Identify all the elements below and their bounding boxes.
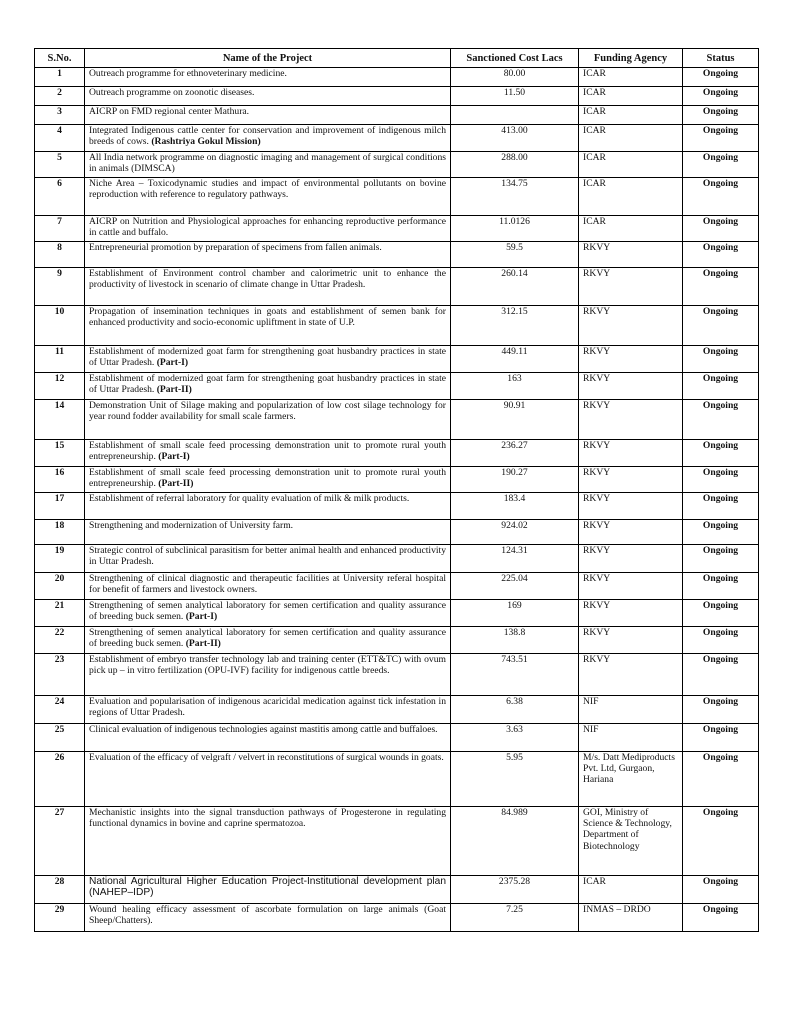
row-sno: 14 <box>35 400 85 440</box>
row-project-name <box>85 87 451 106</box>
row-project-name <box>85 573 451 600</box>
row-project-name <box>85 68 451 87</box>
row-sanctioned-cost: 413.00 <box>451 125 579 152</box>
row-sno: 22 <box>35 627 85 654</box>
row-status: Ongoing <box>683 125 759 152</box>
row-status: Ongoing <box>683 876 759 904</box>
table-row <box>35 152 759 178</box>
row-sanctioned-cost: 7.25 <box>451 904 579 932</box>
row-sno: 27 <box>35 807 85 876</box>
table-row <box>35 627 759 654</box>
project-name-text: Evaluation and popularisation of indigenous acaricidal medication against tick infestation in regions of Uttar Pradesh. <box>89 696 446 719</box>
table-row <box>35 242 759 268</box>
row-funding-agency: RKVY <box>579 306 683 346</box>
table-row <box>35 600 759 627</box>
header-project-name: Name of the Project <box>85 49 451 68</box>
row-project-name <box>85 125 451 152</box>
row-sanctioned-cost: 59.5 <box>451 242 579 268</box>
row-status: Ongoing <box>683 306 759 346</box>
row-sno: 23 <box>35 654 85 696</box>
table-row <box>35 373 759 400</box>
project-name-text: Strategic control of subclinical parasitism for better animal health and enhanced productivity in Uttar Pradesh. <box>89 545 446 568</box>
row-status: Ongoing <box>683 904 759 932</box>
row-project-name <box>85 696 451 724</box>
row-project-name <box>85 242 451 268</box>
row-status: Ongoing <box>683 373 759 400</box>
row-sno: 12 <box>35 373 85 400</box>
project-name-text: Wound healing efficacy assessment of ascorbate formulation on large animals (Goat Sheep/Chatters). <box>89 904 446 927</box>
row-sno: 4 <box>35 125 85 152</box>
row-status: Ongoing <box>683 346 759 373</box>
row-funding-agency: RKVY <box>579 573 683 600</box>
table-row <box>35 807 759 876</box>
table-row <box>35 493 759 520</box>
row-status: Ongoing <box>683 627 759 654</box>
project-name-emphasis: (Part-II) <box>185 638 221 650</box>
row-status: Ongoing <box>683 493 759 520</box>
row-status: Ongoing <box>683 400 759 440</box>
row-sanctioned-cost: 225.04 <box>451 573 579 600</box>
row-sno: 17 <box>35 493 85 520</box>
project-name-text: Establishment of embryo transfer technology lab and training center (ETT&TC) with ovum pick up – in vitro fertilization (OPU-IVF) facility for indigenous cattle breeds. <box>89 654 446 677</box>
row-funding-agency: ICAR <box>579 178 683 216</box>
projects-table <box>34 48 759 932</box>
row-project-name <box>85 724 451 752</box>
table-row <box>35 545 759 573</box>
table-row <box>35 752 759 807</box>
project-name-text: Strengthening of semen analytical laboratory for semen certification and quality assurance of breeding buck semen. <box>89 600 446 623</box>
row-sno: 18 <box>35 520 85 545</box>
header-row <box>35 49 759 68</box>
project-name-text: Outreach programme on zoonotic diseases. <box>89 87 255 98</box>
row-sanctioned-cost: 312.15 <box>451 306 579 346</box>
row-project-name <box>85 152 451 178</box>
row-project-name <box>85 876 451 904</box>
row-project-name <box>85 904 451 932</box>
row-project-name <box>85 493 451 520</box>
row-sno: 25 <box>35 724 85 752</box>
row-project-name <box>85 627 451 654</box>
row-project-name <box>85 306 451 346</box>
project-name-text: Establishment of Environment control chamber and calorimetric unit to enhance the productivity of livestock in scenario of climate change in Uttar Pradesh. <box>89 268 446 291</box>
row-funding-agency: ICAR <box>579 106 683 125</box>
row-funding-agency: RKVY <box>579 654 683 696</box>
row-funding-agency: ICAR <box>579 216 683 242</box>
row-sanctioned-cost: 138.8 <box>451 627 579 654</box>
row-sno: 11 <box>35 346 85 373</box>
project-name-emphasis: (Part-II) <box>158 478 194 490</box>
table-row <box>35 68 759 87</box>
project-name-text: Strengthening of clinical diagnostic and therapeutic facilities at University referal hospital for benefit of farmers and livestock owners. <box>89 573 446 596</box>
row-funding-agency: M/s. Datt Mediproducts Pvt. Ltd, Gurgaon, Hariana <box>579 752 683 807</box>
row-funding-agency: NIF <box>579 696 683 724</box>
row-status: Ongoing <box>683 178 759 216</box>
row-sno: 29 <box>35 904 85 932</box>
table-row <box>35 573 759 600</box>
row-sno: 19 <box>35 545 85 573</box>
table-row <box>35 106 759 125</box>
row-sanctioned-cost: 169 <box>451 600 579 627</box>
project-name-text: AICRP on Nutrition and Physiological approaches for enhancing reproductive performance in cattle and buffalo. <box>89 216 446 239</box>
row-funding-agency: RKVY <box>579 467 683 493</box>
header-funding-agency: Funding Agency <box>579 49 683 68</box>
row-funding-agency: RKVY <box>579 242 683 268</box>
project-name-text: Propagation of insemination techniques in goats and establishment of semen bank for enhanced productivity and socio-economic upliftment in state of U.P. <box>89 306 446 329</box>
row-status: Ongoing <box>683 440 759 467</box>
row-funding-agency: ICAR <box>579 125 683 152</box>
row-sno: 5 <box>35 152 85 178</box>
header-sanctioned-cost: Sanctioned Cost Lacs <box>451 49 579 68</box>
row-sanctioned-cost: 80.00 <box>451 68 579 87</box>
row-sanctioned-cost: 11.0126 <box>451 216 579 242</box>
project-name-text: Integrated Indigenous cattle center for conservation and improvement of indigenous milch breeds of cows. <box>89 125 446 148</box>
row-sno: 7 <box>35 216 85 242</box>
row-sanctioned-cost: 236.27 <box>451 440 579 467</box>
row-sanctioned-cost <box>451 106 579 125</box>
row-status: Ongoing <box>683 600 759 627</box>
table-row <box>35 724 759 752</box>
header-status: Status <box>683 49 759 68</box>
row-status: Ongoing <box>683 724 759 752</box>
project-name-emphasis: (Part-I) <box>185 611 218 623</box>
row-project-name <box>85 807 451 876</box>
row-funding-agency: GOI, Ministry of Science & Technology, Department of Biotechnology <box>579 807 683 876</box>
project-name-emphasis: (Part-I) <box>156 357 189 369</box>
table-row <box>35 400 759 440</box>
table-row <box>35 904 759 932</box>
project-name-text: Outreach programme for ethnoveterinary medicine. <box>89 68 287 79</box>
row-status: Ongoing <box>683 520 759 545</box>
row-project-name <box>85 373 451 400</box>
project-name-text: Strengthening and modernization of University farm. <box>89 520 294 531</box>
row-sanctioned-cost: 134.75 <box>451 178 579 216</box>
row-project-name <box>85 346 451 373</box>
table-row <box>35 268 759 306</box>
row-funding-agency: RKVY <box>579 493 683 520</box>
project-name-text: Evaluation of the efficacy of velgraft / velvert in reconstitutions of surgical wounds in goats. <box>89 752 444 763</box>
row-project-name <box>85 106 451 125</box>
row-funding-agency: RKVY <box>579 520 683 545</box>
row-project-name <box>85 400 451 440</box>
row-status: Ongoing <box>683 807 759 876</box>
row-sno: 21 <box>35 600 85 627</box>
row-status: Ongoing <box>683 68 759 87</box>
row-project-name <box>85 467 451 493</box>
table-row <box>35 467 759 493</box>
table-body <box>35 68 759 932</box>
row-sno: 10 <box>35 306 85 346</box>
row-sanctioned-cost: 449.11 <box>451 346 579 373</box>
row-funding-agency: INMAS – DRDO <box>579 904 683 932</box>
row-sno: 9 <box>35 268 85 306</box>
row-funding-agency: RKVY <box>579 627 683 654</box>
project-name-text: Entrepreneurial promotion by preparation of specimens from fallen animals. <box>89 242 382 253</box>
row-sanctioned-cost: 163 <box>451 373 579 400</box>
row-sno: 15 <box>35 440 85 467</box>
row-sno: 26 <box>35 752 85 807</box>
row-status: Ongoing <box>683 696 759 724</box>
project-name-text: Establishment of small scale feed processing demonstration unit to promote rural youth entrepreneurship. <box>89 467 446 490</box>
table-row <box>35 306 759 346</box>
row-funding-agency: ICAR <box>579 68 683 87</box>
table-row <box>35 125 759 152</box>
row-status: Ongoing <box>683 467 759 493</box>
row-project-name <box>85 268 451 306</box>
row-sno: 28 <box>35 876 85 904</box>
table-row <box>35 520 759 545</box>
row-status: Ongoing <box>683 752 759 807</box>
row-sanctioned-cost: 90.91 <box>451 400 579 440</box>
row-project-name <box>85 752 451 807</box>
row-project-name <box>85 216 451 242</box>
row-sno: 1 <box>35 68 85 87</box>
row-sanctioned-cost: 743.51 <box>451 654 579 696</box>
project-name-emphasis: (Part-II) <box>156 384 192 396</box>
row-project-name <box>85 178 451 216</box>
project-name-text: AICRP on FMD regional center Mathura. <box>89 106 250 117</box>
row-sanctioned-cost: 260.14 <box>451 268 579 306</box>
row-funding-agency: RKVY <box>579 268 683 306</box>
row-sno: 2 <box>35 87 85 106</box>
row-status: Ongoing <box>683 152 759 178</box>
row-sanctioned-cost: 924.02 <box>451 520 579 545</box>
project-name-emphasis: (Part-I) <box>158 451 190 463</box>
row-funding-agency: ICAR <box>579 87 683 106</box>
row-status: Ongoing <box>683 573 759 600</box>
table-row <box>35 346 759 373</box>
row-status: Ongoing <box>683 242 759 268</box>
row-funding-agency: NIF <box>579 724 683 752</box>
row-sanctioned-cost: 11.50 <box>451 87 579 106</box>
row-status: Ongoing <box>683 268 759 306</box>
row-sanctioned-cost: 3.63 <box>451 724 579 752</box>
table-row <box>35 178 759 216</box>
row-status: Ongoing <box>683 106 759 125</box>
table-row <box>35 440 759 467</box>
project-name-text: Establishment of small scale feed processing demonstration unit to promote rural youth entrepreneurship. <box>89 440 446 463</box>
row-sno: 8 <box>35 242 85 268</box>
row-sanctioned-cost: 183.4 <box>451 493 579 520</box>
project-name-text: Demonstration Unit of Silage making and popularization of low cost silage technology for year round fodder availability for small scale farmers. <box>89 400 446 423</box>
table-row <box>35 216 759 242</box>
header-sno: S.No. <box>35 49 85 68</box>
project-name-text: Establishment of modernized goat farm for strengthening goat husbandry practices in state of Uttar Pradesh. <box>89 373 446 396</box>
row-sno: 20 <box>35 573 85 600</box>
row-project-name <box>85 600 451 627</box>
table-row <box>35 876 759 904</box>
row-sanctioned-cost: 6.38 <box>451 696 579 724</box>
project-name-text: Strengthening of semen analytical laboratory for semen certification and quality assurance of breeding buck semen. <box>89 627 446 650</box>
table-row <box>35 87 759 106</box>
project-name-emphasis: (Rashtriya Gokul Mission) <box>151 136 261 148</box>
row-status: Ongoing <box>683 216 759 242</box>
row-status: Ongoing <box>683 545 759 573</box>
row-funding-agency: RKVY <box>579 373 683 400</box>
row-sanctioned-cost: 190.27 <box>451 467 579 493</box>
table-row <box>35 696 759 724</box>
row-funding-agency: RKVY <box>579 346 683 373</box>
row-sno: 16 <box>35 467 85 493</box>
row-sno: 6 <box>35 178 85 216</box>
project-name-text: Niche Area – Toxicodynamic studies and impact of environmental pollutants on bovine reproduction with reference to regulatory pathways. <box>89 178 446 201</box>
row-funding-agency: RKVY <box>579 600 683 627</box>
row-project-name <box>85 440 451 467</box>
row-funding-agency: RKVY <box>579 545 683 573</box>
row-status: Ongoing <box>683 654 759 696</box>
row-sanctioned-cost: 5.95 <box>451 752 579 807</box>
row-sanctioned-cost: 124.31 <box>451 545 579 573</box>
row-funding-agency: ICAR <box>579 876 683 904</box>
row-sno: 3 <box>35 106 85 125</box>
project-name-text: Mechanistic insights into the signal transduction pathways of Progesterone in regulating functional dynamics in bovine and caprine spermatozoa. <box>89 807 446 830</box>
project-name-text: National Agricultural Higher Education Project-Institutional development plan (NAHEP–IDP) <box>89 876 446 899</box>
table-row <box>35 654 759 696</box>
row-sanctioned-cost: 84.989 <box>451 807 579 876</box>
project-name-text: Establishment of modernized goat farm for strengthening goat husbandry practices in state of Uttar Pradesh. <box>89 346 446 369</box>
row-project-name <box>85 545 451 573</box>
project-name-text: Establishment of referral laboratory for quality evaluation of milk & milk products. <box>89 493 410 504</box>
row-sanctioned-cost: 2375.28 <box>451 876 579 904</box>
row-project-name <box>85 654 451 696</box>
row-project-name <box>85 520 451 545</box>
row-sanctioned-cost: 288.00 <box>451 152 579 178</box>
project-name-text: All India network programme on diagnostic imaging and management of surgical conditions in animals (DIMSCA) <box>89 152 446 175</box>
row-funding-agency: RKVY <box>579 440 683 467</box>
row-sno: 24 <box>35 696 85 724</box>
row-funding-agency: RKVY <box>579 400 683 440</box>
project-name-text: Clinical evaluation of indigenous technologies against mastitis among cattle and buffaloes. <box>89 724 438 735</box>
row-status: Ongoing <box>683 87 759 106</box>
row-funding-agency: ICAR <box>579 152 683 178</box>
